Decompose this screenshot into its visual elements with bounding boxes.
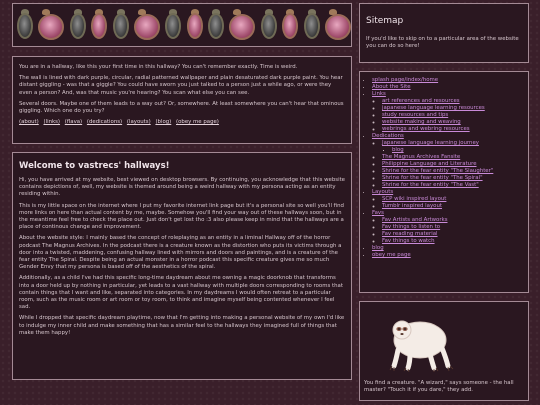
nav-subitem[interactable] <box>382 126 524 133</box>
mirror-icon <box>163 9 183 43</box>
door-links <box>19 119 345 125</box>
nav-item-link[interactable]: Layouts <box>372 189 394 195</box>
nav-subitem-link[interactable]: Shrine for the fear entity "The Vast" <box>382 182 479 188</box>
welcome-paragraph: This is my little space on the internet where I put my favorite internet link page but it's a personal site so well you'll find more links on here than actual content by me, maybe. Somehow you'll find your way out of these hallways soon, but in the meantime feel free to check the place out. Just don't get lost tho :3 also please keep in mind that the hallways are a place of continous change and improvement. <box>19 202 344 231</box>
welcome-paragraph: Additionally, as a child I've had this specific long-time daydream about me owning a magic doorknob that transforms into a door held up by nothing in particular, yet leads to a vast hallway with multiple doors corresponding to rooms that contain things that I want and like, separated into categories. In my daydreams I would often retreat to a particular room, such as the music room or art room or toy room, to think and imagine myself being contented whenever I feel sad. <box>19 275 343 311</box>
door-link-blog[interactable]: (blog) <box>155 119 172 126</box>
nav-subitem[interactable] <box>382 203 524 210</box>
creature-image[interactable] <box>380 310 460 372</box>
nav-item-link[interactable]: splash page/index/home <box>372 77 439 83</box>
nav-item-link[interactable]: obey me page <box>372 252 411 258</box>
mirror-icon <box>323 9 353 43</box>
nav-subitem[interactable] <box>382 196 524 203</box>
nav-subitem[interactable] <box>382 182 524 189</box>
welcome-paragraph: Hi, you have arrived at my website, best viewed on desktop browsers. By continuing, you acknowledge that this website contains depictions of, well, my website is themed around being a weird hallway with my persona acting as an entity residing within. <box>19 177 345 198</box>
nav-subitem-link[interactable]: study resources and tips <box>382 112 449 118</box>
nav-item-link[interactable]: Links <box>372 91 386 97</box>
nav-subitem[interactable] <box>382 154 524 161</box>
nav-item-link[interactable]: About the Site <box>372 84 411 90</box>
mirror-icon <box>206 9 226 43</box>
sitemap-title: Sitemap <box>366 16 404 26</box>
nav-subitem-link[interactable]: Philippine Language and Literature <box>382 161 477 167</box>
nav-subitem[interactable] <box>382 231 524 238</box>
nav-item[interactable] <box>372 210 524 245</box>
creature-panel <box>359 301 529 401</box>
sitemap-nav-panel <box>359 71 529 293</box>
sitemap-panel <box>359 3 529 63</box>
nav-subitem-link[interactable]: Tumblr inspired layout <box>382 203 443 209</box>
nav-subitem-link[interactable]: webrings and webring resources <box>382 126 470 132</box>
welcome-title: Welcome to vastrecs' hallways! <box>19 161 170 171</box>
nav-subitem[interactable] <box>382 217 524 224</box>
welcome-paragraph: About the website style: I mainly based the concept of roleplaying as an entity in a liminal Hallway off of the horror podcast The Magnus Archives. In the podcast there is a creature known as the distortion who puts its victims through a door into a twisted, maddening, confusing hallway lined with mirrors and doors and paintings, and is a creature of the fear entity The Spiral. Despite being an actual monster in a horror podcast this specific creature gives me so much Gender Envy that my persona is based off of the aesthetics of the spiral. <box>19 235 342 271</box>
nav-item[interactable] <box>372 133 524 189</box>
mirror-icon <box>68 9 88 43</box>
nav-item-link[interactable]: Favs <box>372 210 384 216</box>
nav-subitem[interactable] <box>382 238 524 245</box>
nav-subitem-link[interactable]: blog <box>392 147 404 153</box>
nav-subitem[interactable] <box>382 105 524 112</box>
nav-subitem-link[interactable]: Shrine for the fear entity "The Spiral" <box>382 175 483 181</box>
nav-item[interactable] <box>372 189 524 210</box>
door-link-obey-me[interactable]: (obey me page) <box>176 119 219 126</box>
intro-paragraph-2: The wall is lined with dark purple, circular, radial patterned wallpaper and plain desaturated dark purple paint. You hear distant giggling - was that a giggle? You could have sworn you just talked to a person just a while ago, or were they even a person? And, was that music you're hearing? You scan what else you can see. <box>19 75 343 96</box>
nav-subitem[interactable] <box>382 161 524 168</box>
door-link-about[interactable]: (about) <box>19 119 39 126</box>
nav-sublist <box>372 196 524 210</box>
sitemap-description: If you'd like to skip on to a particular area of the website you can do so here! <box>366 36 519 50</box>
door-link-dedications[interactable]: (dedications) <box>86 119 123 126</box>
intro-panel <box>12 56 352 144</box>
nav-item[interactable] <box>372 91 524 133</box>
welcome-paragraph: While I dropped that specific daydream playtime, now that I'm getting into making a personal website of my own I'd like to indulge my inner child and make something that has a similar feel to the hallways they imagined full of things that make them happy! <box>19 315 345 336</box>
nav-subitem-link[interactable]: Japanese language learning journey <box>382 140 479 146</box>
nav-item[interactable] <box>372 245 524 252</box>
mirror-icon <box>185 9 205 43</box>
nav-subitem-link[interactable]: Fav things to listen to <box>382 224 441 230</box>
door-link-layouts[interactable]: (layouts) <box>126 119 151 126</box>
nav-subitem-link[interactable]: Fav things to watch <box>382 238 435 244</box>
nav-subitem-link[interactable]: website making and weaving <box>382 119 461 125</box>
door-link-flava[interactable]: (flava) <box>64 119 83 126</box>
nav-item[interactable] <box>372 84 524 91</box>
mirror-row <box>15 5 353 47</box>
mirror-icon <box>259 9 279 43</box>
nav-item[interactable] <box>372 252 524 259</box>
nav-subitem-link[interactable]: Shrine for the fear entity "The Slaughter" <box>382 168 494 174</box>
nav-sublist <box>372 98 524 133</box>
nav-subitem-link[interactable]: art references and resources <box>382 98 460 104</box>
nav-subitem-link[interactable]: japanese language learning resources <box>382 105 485 111</box>
mirror-icon <box>36 9 66 43</box>
sitemap-nav-list <box>364 77 524 259</box>
nav-item[interactable] <box>372 77 524 84</box>
mirror-icon <box>89 9 109 43</box>
intro-paragraph-3: Several doors. Maybe one of them leads to a way out? Or, somewhere. At least somewhere you can't hear that ominous giggling. Which one do you try? <box>19 100 344 115</box>
intro-paragraph-1: You are in a hallway, like this your first time in this hallway? You can't remember exactly. Time is weird. <box>19 64 298 70</box>
mirror-icon <box>227 9 257 43</box>
nav-subitem-link[interactable]: Fav reading material <box>382 231 438 237</box>
nav-sublist <box>372 217 524 245</box>
nav-subitem[interactable] <box>382 168 524 175</box>
nav-subitem[interactable] <box>392 147 524 154</box>
nav-subitem-link[interactable]: Fav Artists and Artworks <box>382 217 448 223</box>
mirror-icon <box>132 9 162 43</box>
nav-subitem[interactable] <box>382 119 524 126</box>
nav-subitem-link[interactable]: SCP wiki inspired layout <box>382 196 447 202</box>
mirror-icon <box>15 9 35 43</box>
nav-nested-sublist <box>382 147 524 154</box>
door-link-links[interactable]: (links) <box>43 119 61 126</box>
nav-subitem[interactable] <box>382 98 524 105</box>
nav-subitem[interactable] <box>382 224 524 231</box>
header-mirrors-panel <box>12 3 352 47</box>
nav-item-link[interactable]: Dedications <box>372 133 404 139</box>
mirror-icon <box>111 9 131 43</box>
nav-item-link[interactable]: blog <box>372 245 384 251</box>
welcome-panel <box>12 152 352 380</box>
mirror-icon <box>302 9 322 43</box>
nav-subitem[interactable] <box>382 175 524 182</box>
nav-subitem[interactable] <box>382 112 524 119</box>
nav-sublist <box>372 140 524 189</box>
mirror-icon <box>280 9 300 43</box>
nav-subitem-link[interactable]: The Magnus Archives Fansite <box>382 154 461 160</box>
nav-subitem[interactable] <box>382 140 524 154</box>
creature-caption: You find a creature. "A wizard," says someone - the hall master? "Touch it if you dare," they add. <box>364 380 514 394</box>
